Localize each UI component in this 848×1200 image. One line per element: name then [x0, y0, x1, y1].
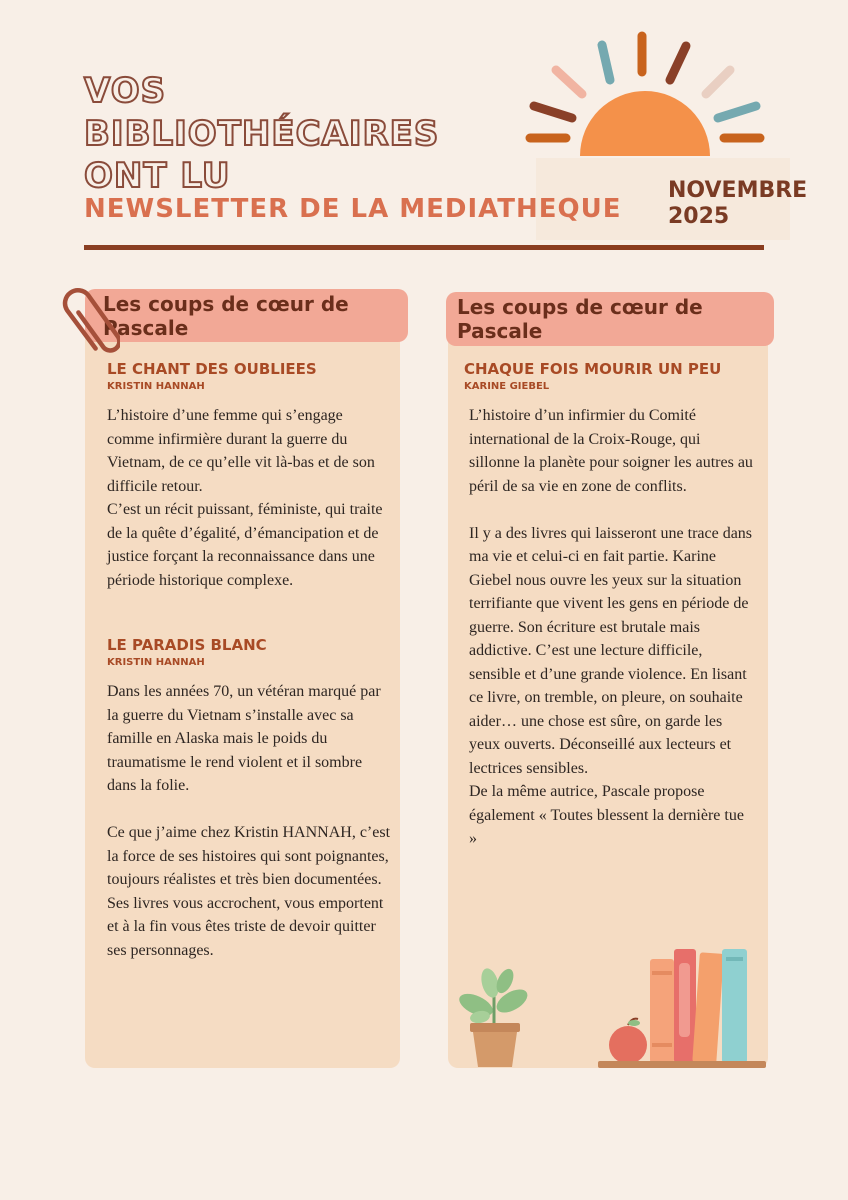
left-panel-heading-text: Les coups de cœur de Pascale: [103, 291, 349, 340]
books-icon: [598, 945, 768, 1070]
page-title: [84, 70, 524, 198]
title-line-2: ONT LU: [84, 156, 231, 196]
book-author: KRISTIN HANNAH: [107, 381, 205, 392]
header-divider: [84, 245, 764, 250]
title-line-1: VOS BIBLIOTHÉCAIRES: [84, 71, 440, 154]
left-panel-heading: [85, 289, 408, 342]
book-title: CHAQUE FOIS MOURIR UN PEU: [464, 360, 722, 378]
right-book-1: [464, 360, 754, 851]
left-book-2: [107, 636, 392, 962]
right-panel-heading: [446, 292, 774, 346]
book-author: KRISTIN HANNAH: [107, 657, 205, 668]
book-author: KARINE GIEBEL: [464, 381, 550, 392]
left-book-1: [107, 360, 392, 592]
book-review-text: L’histoire d’une femme qui s’engage comme infirmière durant la guerre du Vietnam, de ce qu’elle vit là-bas et de son difficile retour. C’est un récit puissant, féministe, qui traite de la quête d’égalité, d’émancipation et de justice forçant la reconnaissance dans une période historique complexe.: [107, 407, 383, 589]
issue-month: NOVEMBRE: [668, 178, 808, 203]
issue-date: [668, 178, 807, 231]
newsletter-subtitle: NEWSLETTER DE LA MEDIATHEQUE: [84, 194, 622, 224]
issue-year: 2025: [668, 204, 730, 230]
right-panel-heading-text: Les coups de cœur de Pascale: [457, 295, 703, 343]
book-review-text: L’histoire d’un infirmier du Comité international de la Croix-Rouge, qui sillonne la planète pour soigner les autres au péril de sa vie en zone de conflits. Il y a des livres qui laisseront une trace dans ma vie et celui-ci en fait partie. Karine Giebel nous ouvre les yeux sur la situation terrifiante que vivent les gens en période de guerre. Son écriture est brutale mais addictive. C’est une lecture difficile, sensible et d’une grande violence. En lisant ce livre, on tremble, on pleure, on souhaite aider… une chose est sûre, on garde les yeux ouverts. Déconseillé aux lecteurs et lectrices sensibles. De la même autrice, Pascale propose également « Toutes blessent la dernière tue »: [469, 407, 753, 847]
plant-icon: [452, 965, 536, 1070]
book-title: LE CHANT DES OUBLIEES: [107, 360, 317, 378]
book-title: LE PARADIS BLANC: [107, 636, 267, 654]
paperclip-icon: [60, 283, 120, 363]
sun-icon: [520, 28, 770, 163]
book-review-text: Dans les années 70, un vétéran marqué par la guerre du Vietnam s’installe avec sa famille en Alaska mais le poids du traumatisme le rend violent et il sombre dans la folie. Ce que j’aime chez Kristin HANNAH, c’est la force de ses histoires qui sont poignantes, toujours réalistes et très bien documentées. Ses livres vous accrochent, vous emportent et à la fin vous êtes triste de devoir quitter ses personnages.: [107, 683, 391, 959]
